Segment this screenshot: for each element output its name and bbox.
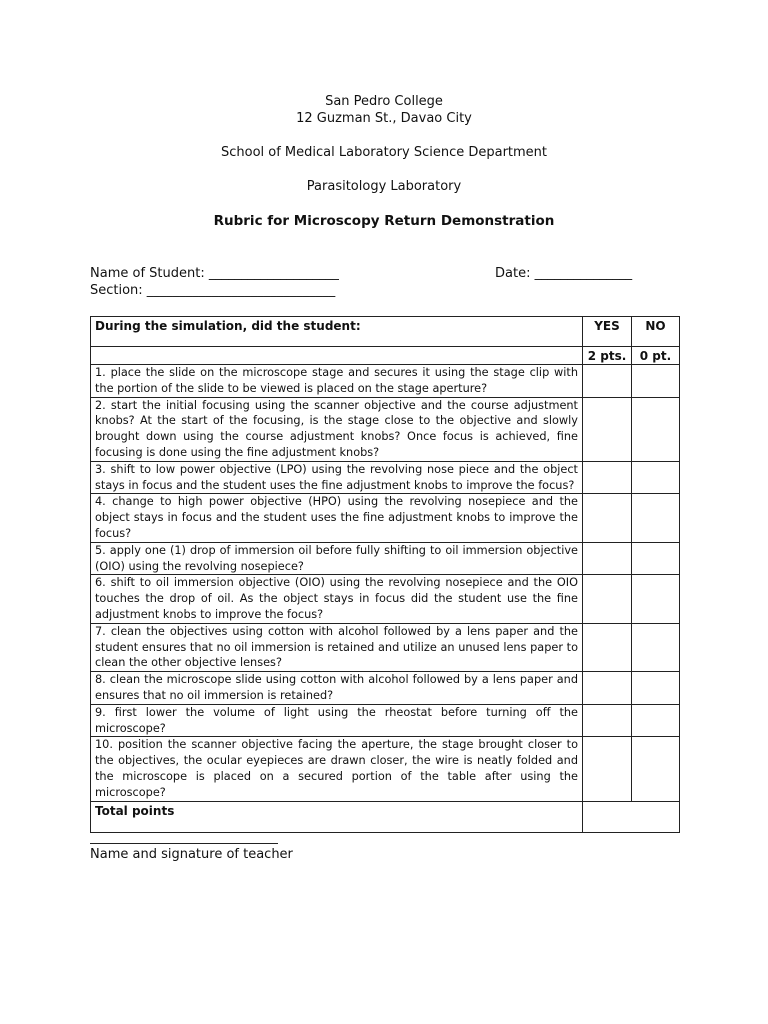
laboratory-name: Parasitology Laboratory xyxy=(306,179,462,194)
yes-cell[interactable] xyxy=(583,494,632,542)
criterion-text: 4. change to high power objective (HPO) using the revolving nosepiece and the object stays in focus and the student uses the fine adjustment knobs to improve the focus? xyxy=(91,494,583,542)
no-cell[interactable] xyxy=(632,494,680,542)
question-header: During the simulation, did the student: xyxy=(91,317,583,347)
no-cell[interactable] xyxy=(632,737,680,801)
table-row xyxy=(91,461,680,494)
total-label: Total points xyxy=(91,801,583,832)
no-cell[interactable] xyxy=(632,397,680,461)
points-row-spacer xyxy=(91,347,583,365)
yes-points: 2 pts. xyxy=(583,347,632,365)
criterion-text: 6. shift to oil immersion objective (OIO) using the revolving nosepiece and the OIO touches the drop of oil. As the object stays in focus did the student use the fine adjustment knobs to improve the focus? xyxy=(91,575,583,623)
table-row xyxy=(91,672,680,705)
yes-cell[interactable] xyxy=(583,623,632,671)
yes-cell[interactable] xyxy=(583,672,632,705)
criterion-text: 3. shift to low power objective (LPO) using the revolving nose piece and the object stays in focus and the student uses the fine adjustment knobs to improve the focus? xyxy=(91,461,583,494)
rubric-table xyxy=(90,316,680,833)
table-header-row xyxy=(91,317,680,347)
yes-cell[interactable] xyxy=(583,397,632,461)
department-name: School of Medical Laboratory Science Department xyxy=(220,145,548,160)
points-row xyxy=(91,347,680,365)
table-row xyxy=(91,494,680,542)
total-score-cell[interactable] xyxy=(583,801,680,832)
criterion-text: 2. start the initial focusing using the scanner objective and the course adjustment knobs? At the start of the focusing, is the stage close to the objective and slowly brought down using the course adjustment knobs? Once focus is achieved, fine focusing is done using the fine adjustment knobs? xyxy=(91,397,583,461)
college-name: San Pedro College xyxy=(325,94,443,109)
table-row xyxy=(91,704,680,737)
yes-cell[interactable] xyxy=(583,542,632,575)
criterion-text: 7. clean the objectives using cotton with alcohol followed by a lens paper and the student ensures that no oil immersion is retained and utilize an unused lens paper to clean the other objective lenses? xyxy=(91,623,583,671)
table-row xyxy=(91,542,680,575)
student-name-field: Name of Student: ____________________ xyxy=(90,266,339,281)
no-header: NO xyxy=(632,317,680,347)
no-cell[interactable] xyxy=(632,365,680,398)
yes-cell[interactable] xyxy=(583,737,632,801)
section-field: Section: _____________________________ xyxy=(90,283,336,298)
criterion-text: 8. clean the microscope slide using cotton with alcohol followed by a lens paper and ensures that no oil immersion is retained? xyxy=(91,672,583,705)
criterion-text: 5. apply one (1) drop of immersion oil before fully shifting to oil immersion objective (OIO) using the revolving nosepiece? xyxy=(91,542,583,575)
table-row xyxy=(91,623,680,671)
criterion-text: 1. place the slide on the microscope stage and secures it using the stage clip with the portion of the slide to be viewed is placed on the stage aperture? xyxy=(91,365,583,398)
table-row xyxy=(91,365,680,398)
no-cell[interactable] xyxy=(632,672,680,705)
no-cell[interactable] xyxy=(632,461,680,494)
table-row xyxy=(91,737,680,801)
signature-label: Name and signature of teacher xyxy=(90,847,293,862)
table-row xyxy=(91,397,680,461)
signature-line xyxy=(90,843,278,844)
yes-cell[interactable] xyxy=(583,365,632,398)
yes-cell[interactable] xyxy=(583,575,632,623)
table-row xyxy=(91,575,680,623)
no-cell[interactable] xyxy=(632,575,680,623)
criterion-text: 9. first lower the volume of light using the rheostat before turning off the microscope? xyxy=(91,704,583,737)
no-cell[interactable] xyxy=(632,623,680,671)
yes-cell[interactable] xyxy=(583,704,632,737)
no-cell[interactable] xyxy=(632,542,680,575)
yes-cell[interactable] xyxy=(583,461,632,494)
document-title: Rubric for Microscopy Return Demonstration xyxy=(213,213,555,229)
total-row xyxy=(91,801,680,832)
yes-header: YES xyxy=(583,317,632,347)
criterion-text: 10. position the scanner objective facing the aperture, the stage brought closer to the objectives, the ocular eyepieces are drawn closer, the wire is neatly folded and the microscope is placed on a secured portion of the table after using the microscope? xyxy=(91,737,583,801)
college-address: 12 Guzman St., Davao City xyxy=(296,111,472,126)
date-field: Date: _______________ xyxy=(495,266,633,281)
no-cell[interactable] xyxy=(632,704,680,737)
no-points: 0 pt. xyxy=(632,347,680,365)
